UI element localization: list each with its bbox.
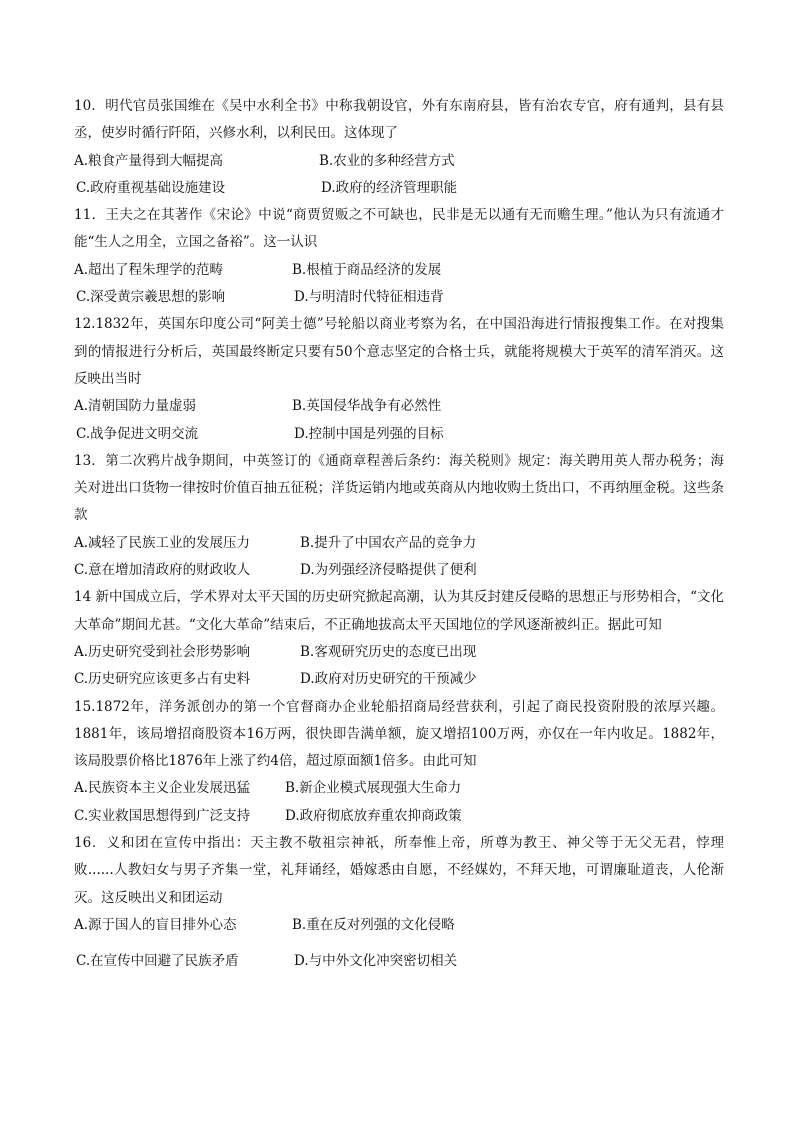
question-stem: 16．义和团在宣传中指出：天主教不敬祖宗神祇，所奉惟上帝，所尊为教王、神父等于无父无君，悖理败......人教妇女与男子齐集一堂，礼拜诵经，婚嫁悉由自愿，不经媒妁，不拜天地，可谓廉耻道丧，人伦渐灭。这反映出义和团运动: [74, 835, 724, 906]
question-14: [74, 584, 724, 693]
question-11: [74, 202, 724, 311]
option-b: B.新企业模式展现强大生命力: [285, 780, 462, 797]
question-16: [74, 830, 724, 975]
question-12: [74, 311, 724, 447]
option-a: A.清朝国防力量虚弱: [74, 398, 197, 415]
option-a: A.粮食产量得到大幅提高: [74, 152, 224, 169]
option-c: C.历史研究应该更多占有史料: [74, 671, 251, 688]
option-d: D.政府彻底放弃重农抑商政策: [285, 807, 462, 824]
option-d: D.与明清时代特征相违背: [294, 289, 444, 306]
option-d: D.为列强经济侵略提供了便利: [300, 562, 477, 579]
option-c: C.在宣传中回避了民族矛盾: [76, 953, 239, 970]
option-c: C.实业救国思想得到广泛支持: [74, 807, 251, 824]
option-b: B.提升了中国农产品的竞争力: [300, 534, 477, 551]
option-a: A.民族资本主义企业发展迅猛: [74, 780, 251, 797]
option-list: [74, 257, 724, 312]
option-d: D.政府的经济管理职能: [321, 179, 458, 196]
option-c: C.意在增加清政府的财政收人: [74, 562, 251, 579]
option-b: B.客观研究历史的态度已出现: [300, 643, 477, 660]
option-d: D.与中外文化冲突密切相关: [294, 953, 458, 970]
question-stem: 11．王夫之在其著作《宋论》中说“商贾贸贩之不可缺也，民非是无以通有无而赡生理。”他认为只有流通才能“生人之用全，立国之备裕”。这一认识: [74, 207, 724, 251]
option-c: C.深受黄宗羲思想的影响: [76, 289, 226, 306]
option-b: B.重在反对列强的文化侵略: [292, 916, 455, 933]
option-a: A.源于国人的盲目排外心态: [74, 916, 237, 933]
option-list: [74, 148, 724, 203]
option-list: [74, 912, 724, 976]
option-d: D.控制中国是列强的目标: [294, 425, 444, 442]
option-list: [74, 639, 724, 694]
question-stem: 12.1832年，英国东印度公司“阿美士德”号轮船以商业考察为名，在中国沿海进行情报搜集工作。在对搜集到的情报进行分析后，英国最终断定只要有50个意志坚定的合格士兵，就能将规模大于英军的清军消灭。这反映出当时: [74, 316, 724, 387]
question-15: [74, 694, 724, 830]
question-stem: 15.1872年，洋务派创办的第一个官督商办企业轮船招商局经营获利，引起了商民投资附股的浓厚兴趣。1881年，该局增招商股资本16万两，很快即告满单额，旋又增招100万两，亦仅在一年内收足。1882年，该局股票价格比1876年上涨了约4倍，超过原面额1倍多。由此可知: [74, 698, 724, 770]
option-c: C.政府重视基础设施建设: [76, 179, 226, 196]
question-stem: 14 新中国成立后，学术界对太平天国的历史研究掀起高潮，认为其反封建反侵略的思想正与形势相合，“文化大革命”期间尤甚。“文化大革命”结束后，不正确地拔高太平天国地位的学风逐渐被纠正。据此可知: [74, 589, 724, 633]
option-list: [74, 775, 724, 830]
option-d: D.政府对历史研究的干预减少: [300, 671, 477, 688]
option-b: B.农业的多种经营方式: [319, 152, 455, 169]
option-list: [74, 530, 724, 585]
option-b: B.英国侵华战争有必然性: [292, 398, 442, 415]
question-stem: 13．第二次鸦片战争期间，中英签订的《通商章程善后条约：海关税则》规定：海关聘用英人帮办税务；海关对进出口货物一律按时价值百抽五征税；洋货运销内地或英商从内地收购土货出口，不再纳厘金税。这些条款: [74, 452, 724, 524]
question-list: [74, 93, 724, 976]
question-13: [74, 448, 724, 584]
option-list: [74, 393, 724, 448]
option-b: B.根植于商品经济的发展: [292, 261, 442, 278]
option-a: A.超出了程朱理学的范畴: [74, 261, 224, 278]
option-a: A.减轻了民族工业的发展压力: [74, 534, 251, 551]
option-a: A.历史研究受到社会形势影响: [74, 643, 251, 660]
question-10: [74, 93, 724, 202]
question-stem: 10．明代官员张国维在《吴中水利全书》中称我朝设官，外有东南府县，皆有治农专官，府有通判，县有县丞，使岁时循行阡陌，兴修水利，以利民田。这体现了: [74, 98, 724, 142]
option-c: C.战争促进文明交流: [76, 425, 199, 442]
